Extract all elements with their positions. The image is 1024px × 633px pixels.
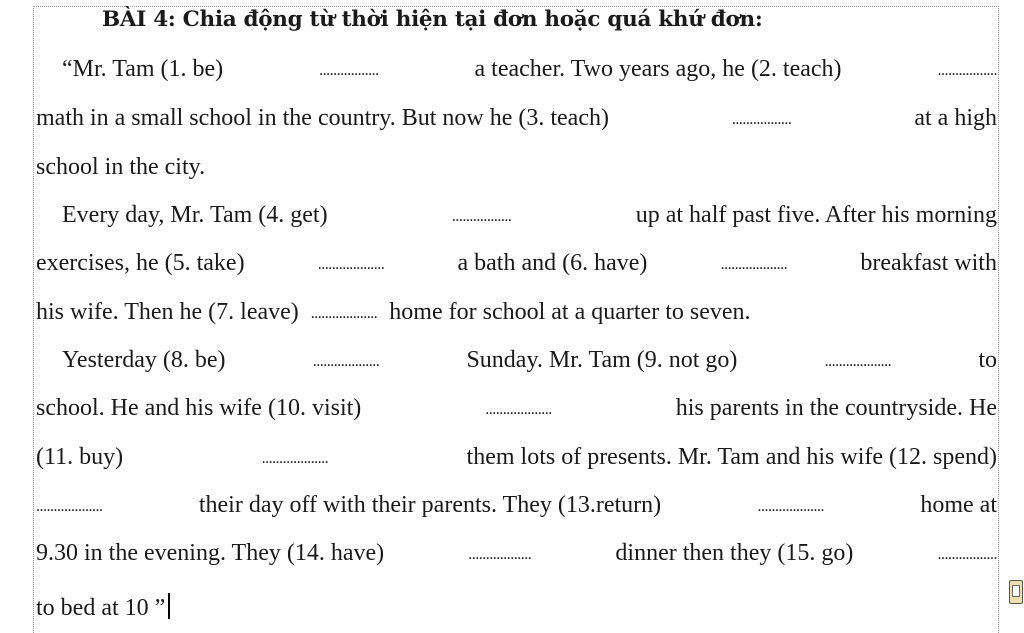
text-segment: math in a small school in the country. But now he (3. teach) — [36, 105, 609, 131]
blank-11[interactable]: ................... — [261, 450, 329, 467]
text-line — [36, 250, 997, 282]
text-segment: home for school at a quarter to seven. — [389, 299, 751, 325]
text-line — [36, 395, 997, 427]
blank-15[interactable]: ................. — [937, 546, 997, 563]
text-segment: breakfast with — [860, 250, 997, 276]
text-segment: exercises, he (5. take) — [36, 250, 245, 276]
blank-4[interactable]: ................. — [451, 208, 512, 225]
text-line — [36, 154, 997, 186]
text-segment: at a high — [914, 105, 997, 131]
clipboard-icon[interactable] — [1009, 580, 1023, 604]
blank-6[interactable]: ................... — [720, 256, 788, 273]
text-segment: up at half past five. After his morning — [635, 202, 997, 228]
text-segment: his parents in the countryside. He — [675, 395, 997, 421]
blank-2[interactable]: ................. — [937, 62, 997, 79]
blank-3[interactable]: ................. — [731, 111, 792, 128]
text-segment: a bath and (6. have) — [457, 250, 648, 276]
text-segment: his wife. Then he (7. leave) — [36, 299, 299, 325]
text-segment: them lots of presents. Mr. Tam and his wife (12. spend) — [466, 444, 997, 470]
blank-1[interactable]: ................. — [319, 62, 379, 79]
text-segment: Every day, Mr. Tam (4. get) — [62, 202, 328, 228]
text-segment: to bed at 10 ” — [36, 595, 166, 621]
exercise-heading: BÀI 4: Chia động từ thời hiện tại đơn hoặc quá khứ đơn: — [102, 7, 763, 32]
text-segment: 9.30 in the evening. They (14. have) — [36, 540, 385, 566]
blank-12[interactable]: ................... — [36, 498, 103, 515]
text-line — [36, 299, 997, 331]
text-line — [36, 444, 997, 476]
blank-8[interactable]: ................... — [312, 353, 380, 370]
blank-10[interactable]: ................... — [485, 401, 552, 418]
blank-14[interactable]: .................. — [468, 546, 532, 563]
text-segment: to — [978, 347, 997, 373]
text-segment: Yesterday (8. be) — [62, 347, 226, 373]
text-line — [36, 105, 997, 137]
text-line — [62, 56, 997, 88]
text-cursor — [168, 593, 170, 619]
text-segment: school in the city. — [36, 154, 206, 180]
text-segment: “Mr. Tam (1. be) — [62, 56, 224, 82]
text-segment: Sunday. Mr. Tam (9. not go) — [466, 347, 738, 373]
text-line — [36, 589, 997, 621]
text-segment: (11. buy) — [36, 444, 124, 470]
text-segment: school. He and his wife (10. visit) — [36, 395, 362, 421]
text-line — [36, 492, 997, 524]
blank-13[interactable]: ................... — [757, 498, 824, 515]
text-segment: their day off with their parents. They (13.return) — [198, 492, 662, 518]
text-line — [62, 202, 997, 234]
text-segment: home at — [920, 492, 997, 518]
text-segment: dinner then they (15. go) — [615, 540, 854, 566]
text-line — [36, 540, 997, 572]
blank-9[interactable]: ................... — [824, 353, 892, 370]
text-segment: a teacher. Two years ago, he (2. teach) — [474, 56, 842, 82]
blank-5[interactable]: ................... — [317, 256, 385, 273]
text-line — [62, 347, 997, 379]
blank-7[interactable]: ................... — [310, 305, 378, 322]
